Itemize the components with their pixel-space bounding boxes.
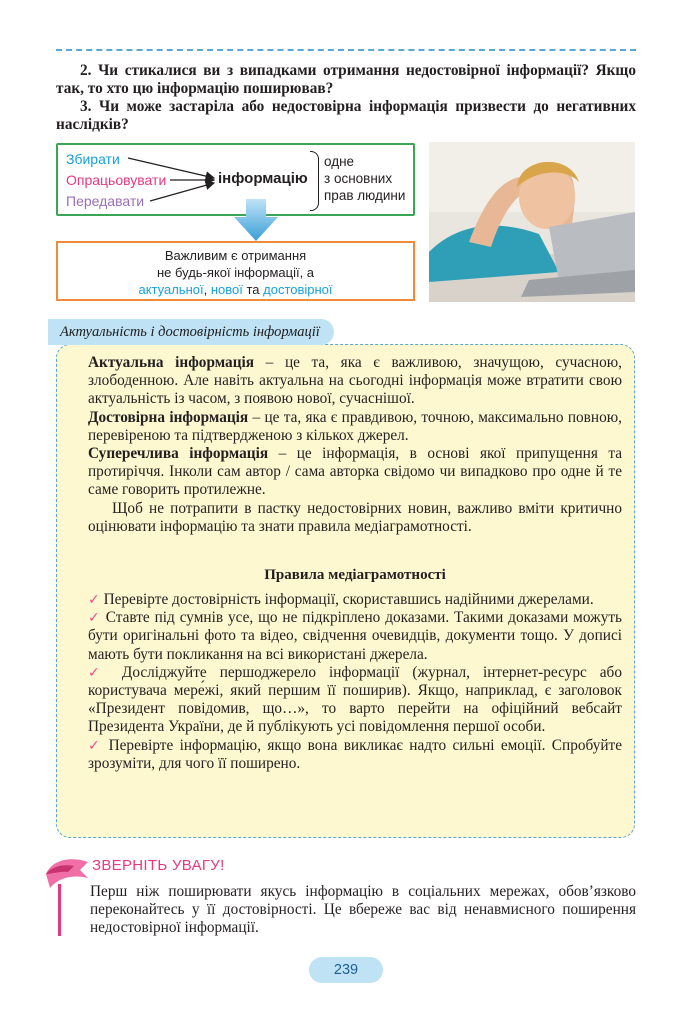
checkmark-icon: ✓ [88,610,101,627]
question-3: 3. Чи може застаріла або недостовірна інформація призвести до негативних наслідків? [56,98,636,133]
checkmark-icon: ✓ [88,592,100,608]
rules-list [88,591,622,773]
section-body [88,354,622,536]
conclusion-box: Важливим є отримання не будь-якої інформації, а актуальної, нової та достовірної [56,241,415,301]
attention-text: Перш ніж поширювати якусь інформацію в соціальних мережах, обов’язково переконайтесь у її достовірності. Це вбереже вас від ненавмисного поширення недостовірної інформації. [90,883,636,936]
attention-bar [58,884,61,936]
para-contradictory: Суперечлива інформація – це інформація, в основі якої припущення та протиріччя. Інколи сам автор / сама авторка свідомо чи випадково про одне й те саме говорить протилежне. [88,445,622,499]
section-title: Актуальність і достовірність інформації [48,319,334,345]
verb-process: Опрацьовувати [66,172,167,188]
top-divider [56,49,636,51]
para-actual: Актуальна інформація – це та, яка є важливою, значущою, сучасною, злободенною. Але навіть актуальна на сьогодні інформація може втратити свою актуальність із часом, з появою нової, сучаснішої. [88,354,622,408]
brace [310,151,319,211]
page-number: 239 [309,957,383,983]
rule-1: ✓ Перевірте достовірність інформації, скориставшись надійними джерелами. [88,591,594,608]
questions-block [56,62,636,134]
rules-title: Правила медіаграмотності [264,567,446,583]
rule-4: ✓ Перевірте інформацію, якщо вона викликає надто сильні емоції. Спробуйте зрозуміти, для чого її поширено. [88,736,622,772]
para-critical: Щоб не потрапити в пастку недостовірних новин, важливо вміти критично оцінювати інформацію та знати правила медіаграмотності. [88,499,622,535]
question-2: 2. Чи стикалися ви з випадками отримання недостовірної інформації? Якщо так, то хто цю інформацію поширював? [56,62,636,97]
rule-2: ✓ Ставте під сумнів усе, що не підкріплено доказами. Такими доказами можуть бути оригінальні фото та відео, свідчення очевидців, документи тощо. У дописі мають бути покликання на всі використані джерела. [88,609,623,663]
rule-3: ✓ Досліджуйте першоджерело інформації (журнал, інтернет-ресурс або користувача мере́жі, який першим її поширив). Якщо, наприклад, є заголовок «Президент повідомив, що…», то варто перейти на офіційний вебсайт Президента України, де й публікують усі повідомлення першої особи. [88,663,622,736]
boy-with-laptop-photo [429,142,635,302]
verb-collect: Збирати [66,151,120,167]
checkmark-icon: ✓ [88,664,109,681]
rights-text: одне з основних прав людини [324,154,406,203]
information-word: інформацію [218,170,308,187]
attention-title: ЗВЕРНІТЬ УВАГУ! [92,857,225,874]
down-arrow-icon [234,199,278,241]
verb-transmit: Передавати [66,193,145,209]
ribbon-icon [44,856,90,890]
checkmark-icon: ✓ [88,737,103,754]
para-reliable: Достовірна інформація – це та, яка є правдивою, точною, максимально повною, перевіреною та підтвердженою з кількох джерел. [88,408,622,444]
